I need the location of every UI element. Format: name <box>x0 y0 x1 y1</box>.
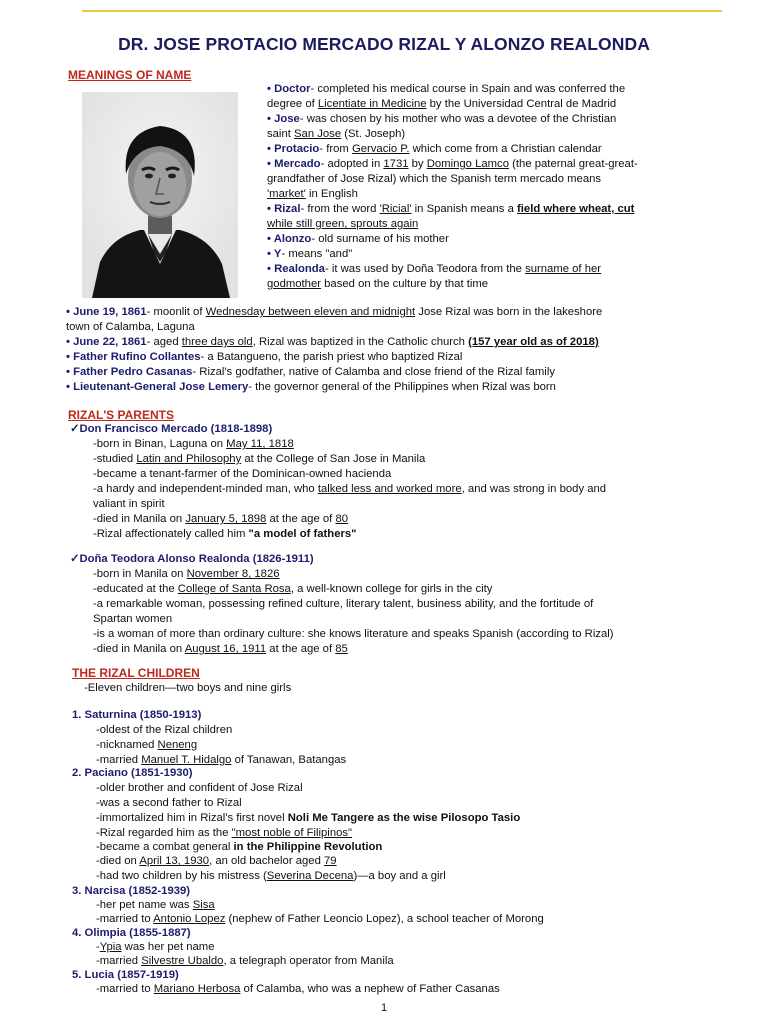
rizal-portrait <box>82 92 238 298</box>
meaning-mercado: • Mercado- adopted in 1731 by Domingo Lamco (the paternal great-great- <box>267 158 638 170</box>
child-1-line-3: -married Manuel T. Hidalgo of Tanawan, Batangas <box>96 754 347 766</box>
mother-line-1: -born in Manila on November 8, 1826 <box>93 568 280 580</box>
meaning-jose-cont: saint San Jose (St. Joseph) <box>267 128 406 140</box>
father-line-5: -died in Manila on January 5, 1898 at the age of 80 <box>93 513 349 525</box>
mother-line-3-cont: Spartan women <box>93 613 173 625</box>
fact-casanas: • Father Pedro Casanas- Rizal's godfather, native of Calamba and close friend of the Rizal family <box>66 366 555 378</box>
mother-line-2: -educated at the College of Santa Rosa, a well-known college for girls in the city <box>93 583 493 595</box>
child-2-line-4: -Rizal regarded him as the "most noble of Filipinos" <box>96 827 353 839</box>
meaning-mercado-cont2: 'market' in English <box>267 188 358 200</box>
page-title: DR. JOSE PROTACIO MERCADO RIZAL Y ALONZO REALONDA <box>118 34 650 54</box>
child-2-heading: 2. Paciano (1851-1930) <box>72 767 193 779</box>
meaning-rizal: • Rizal- from the word 'Ricial' in Spanish means a field where wheat, cut <box>267 203 635 215</box>
child-4-heading: 4. Olimpia (1855-1887) <box>72 927 191 939</box>
fact-collantes: • Father Rufino Collantes- a Batangueno, the parish priest who baptized Rizal <box>66 351 463 363</box>
child-3-line-1: -her pet name was Sisa <box>96 899 215 911</box>
section-heading-meanings: MEANINGS OF NAME <box>68 68 192 82</box>
children-intro: -Eleven children—two boys and nine girls <box>84 682 292 694</box>
meaning-realonda-cont: godmother based on the culture by that time <box>267 278 489 290</box>
father-line-4: -a hardy and independent-minded man, who talked less and worked more, and was strong in body and <box>93 483 607 495</box>
father-line-1: -born in Binan, Laguna on May 11, 1818 <box>93 438 294 450</box>
child-2-line-1: -older brother and confident of Jose Rizal <box>96 782 303 794</box>
child-4-line-1: -Ypia was her pet name <box>96 941 215 953</box>
father-line-4-cont: valiant in spirit <box>93 498 165 510</box>
meaning-y: • Y- means "and" <box>267 248 353 260</box>
child-5-heading: 5. Lucia (1857-1919) <box>72 969 179 981</box>
meaning-jose: • Jose- was chosen by his mother who was a devotee of the Christian <box>267 113 617 125</box>
mother-line-3: -a remarkable woman, possessing refined culture, literary talent, business ability, and the fortitude of <box>93 598 594 610</box>
child-1-line-1: -oldest of the Rizal children <box>96 724 233 736</box>
father-line-2: -studied Latin and Philosophy at the College of San Jose in Manila <box>93 453 426 465</box>
child-4-line-2: -married Silvestre Ubaldo, a telegraph operator from Manila <box>96 955 394 967</box>
child-2-line-7: -had two children by his mistress (Severina Decena)—a boy and a girl <box>96 870 446 882</box>
child-3-line-2: -married to Antonio Lopez (nephew of Father Leoncio Lopez), a school teacher of Morong <box>96 913 544 925</box>
child-1-heading: 1. Saturnina (1850-1913) <box>72 709 202 721</box>
meaning-doctor-cont: degree of Licentiate in Medicine by the Universidad Central de Madrid <box>267 98 617 110</box>
child-2-line-5: -became a combat general in the Philippine Revolution <box>96 841 383 853</box>
top-rule <box>82 10 722 12</box>
father-name: ✓Don Francisco Mercado (1818-1898) <box>70 423 273 435</box>
father-line-3: -became a tenant-farmer of the Dominican-owned hacienda <box>93 468 392 480</box>
meaning-protacio: • Protacio- from Gervacio P. which come from a Christian calendar <box>267 143 602 155</box>
child-2-line-6: -died on April 13, 1930, an old bachelor aged 79 <box>96 855 337 867</box>
child-2-line-3: -immortalized him in Rizal's first novel Noli Me Tangere as the wise Pilosopo Tasio <box>96 812 521 824</box>
father-line-6: -Rizal affectionately called him "a model of fathers" <box>93 528 357 540</box>
child-2-line-2: -was a second father to Rizal <box>96 797 242 809</box>
meaning-alonzo: • Alonzo- old surname of his mother <box>267 233 449 245</box>
mother-line-5: -died in Manila on August 16, 1911 at the age of 85 <box>93 643 348 655</box>
meaning-rizal-cont: while still green, sprouts again <box>267 218 419 230</box>
meaning-mercado-cont: grandfather of Jose Rizal) which the Spanish term mercado means <box>267 173 602 185</box>
child-3-heading: 3. Narcisa (1852-1939) <box>72 885 191 897</box>
child-5-line-1: -married to Mariano Herbosa of Calamba, who was a nephew of Father Casanas <box>96 983 500 995</box>
meaning-doctor: • Doctor- completed his medical course in Spain and was conferred the <box>267 83 626 95</box>
mother-name: ✓Doña Teodora Alonso Realonda (1826-1911) <box>70 553 314 565</box>
page-number: 1 <box>380 1002 388 1014</box>
mother-line-4: -is a woman of more than ordinary culture: she knows literature and speaks Spanish (according to Rizal) <box>93 628 614 640</box>
child-1-line-2: -nicknamed Neneng <box>96 739 198 751</box>
section-heading-parents: RIZAL'S PARENTS <box>68 408 174 422</box>
section-heading-children: THE RIZAL CHILDREN <box>72 666 200 680</box>
meaning-realonda: • Realonda- it was used by Doña Teodora from the surname of her <box>267 263 602 275</box>
fact-baptism: • June 22, 1861- aged three days old, Rizal was baptized in the Catholic church (157 year old as of 2018) <box>66 336 599 348</box>
fact-birth: • June 19, 1861- moonlit of Wednesday between eleven and midnight Jose Rizal was born in the lakeshore <box>66 306 603 318</box>
fact-birth-cont: town of Calamba, Laguna <box>66 321 195 333</box>
fact-lemery: • Lieutenant-General Jose Lemery- the governor general of the Philippines when Rizal was born <box>66 381 556 393</box>
